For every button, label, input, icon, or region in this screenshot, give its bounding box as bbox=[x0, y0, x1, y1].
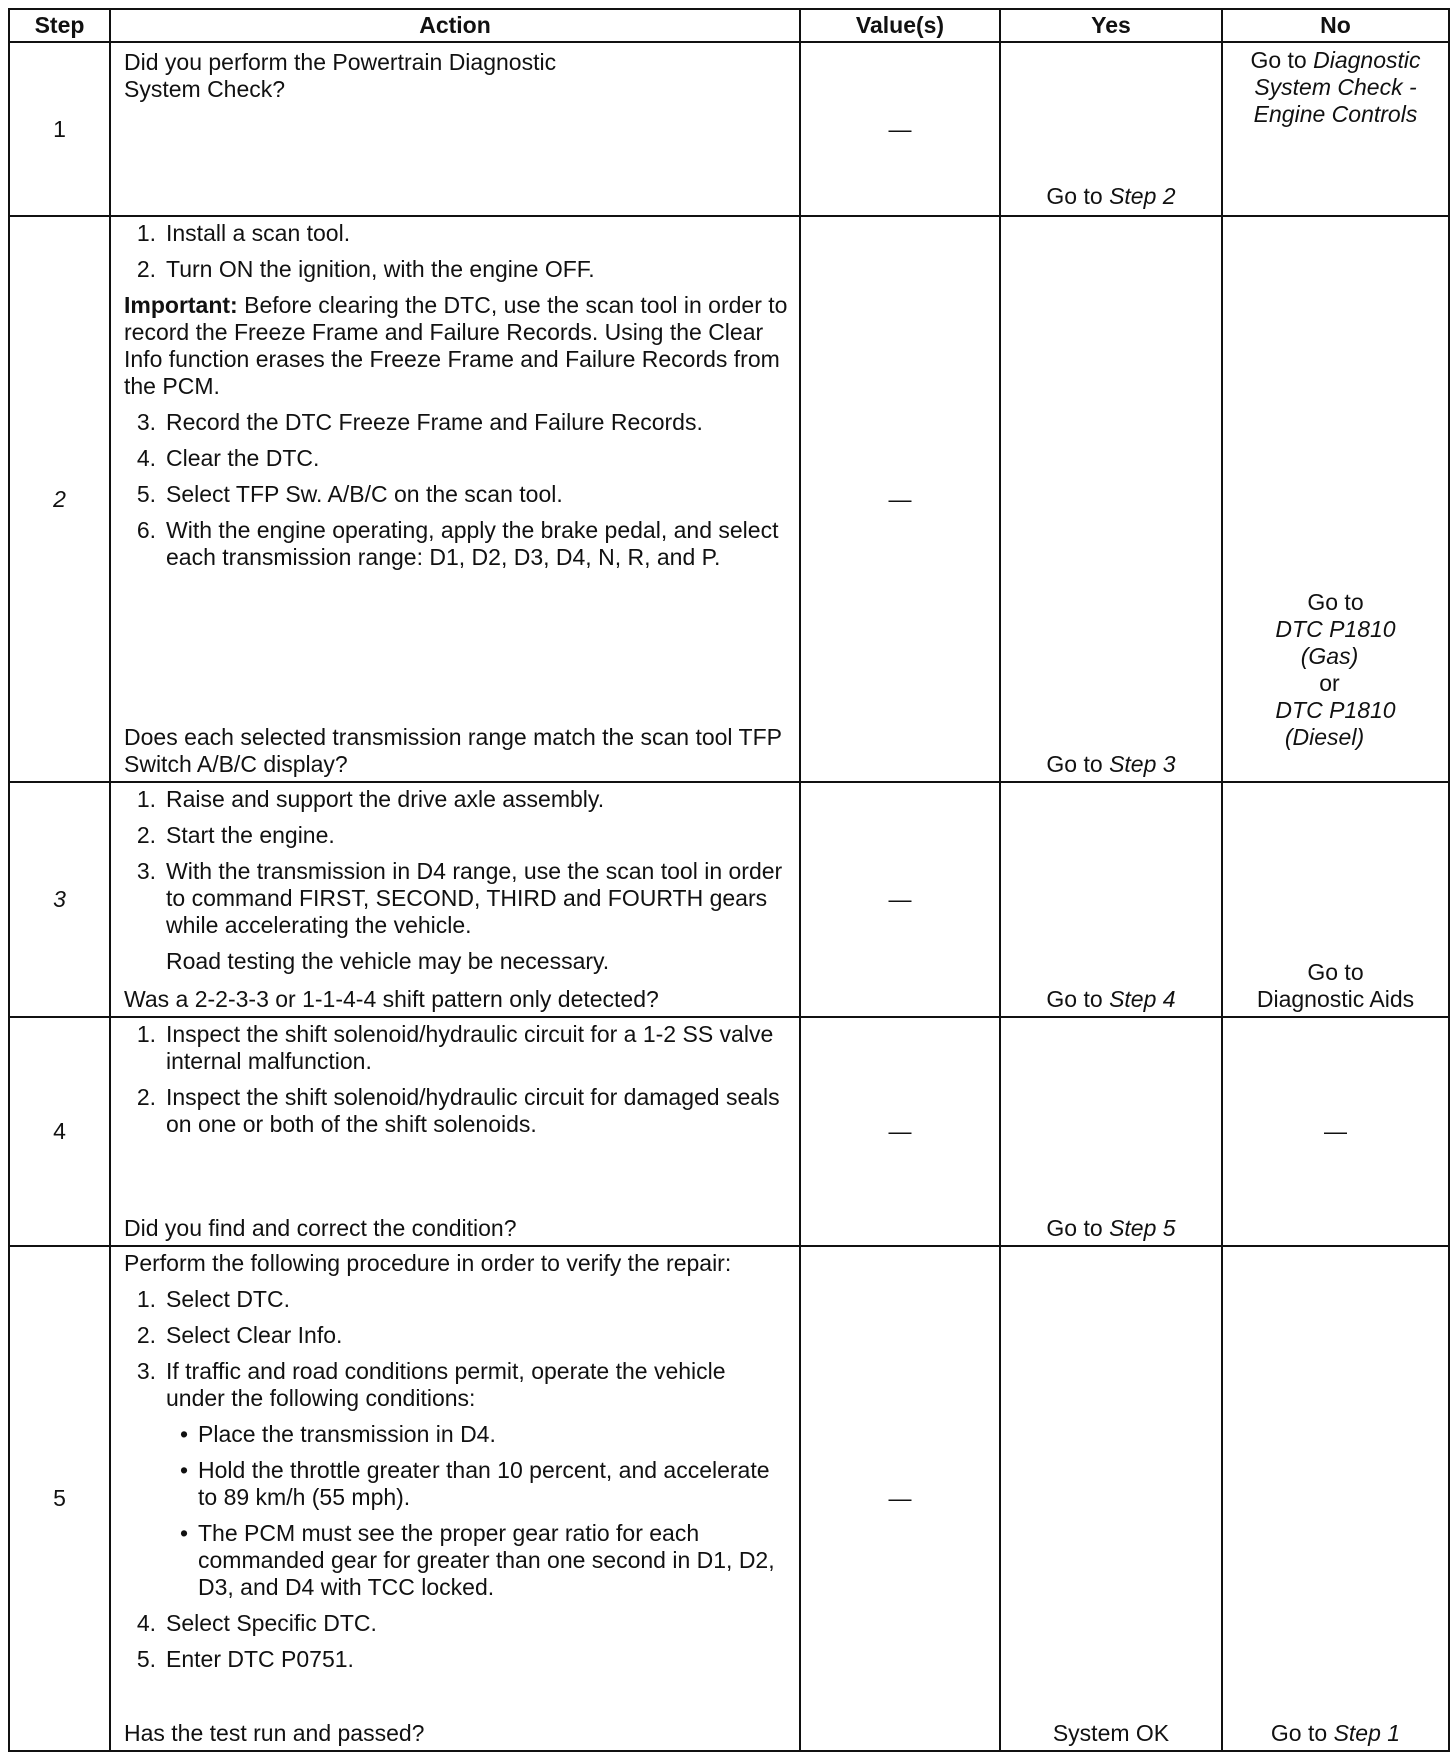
list-item: 6. With the engine operating, apply the brake pedal, and select each transmission range: D1, D2, D3, D4, N, R, and P. bbox=[136, 517, 779, 570]
list-item: 2. Start the engine. bbox=[136, 822, 335, 848]
no-cell bbox=[1222, 216, 1449, 782]
yes-result: Go to Step 5 bbox=[1046, 1215, 1176, 1241]
step-number: 5 bbox=[9, 1246, 110, 1751]
values-cell: — bbox=[800, 1017, 1000, 1246]
list-item: 5. Select TFP Sw. A/B/C on the scan tool. bbox=[136, 481, 563, 507]
question-text: Does each selected transmission range match the scan tool TFP Switch A/B/C display? bbox=[124, 724, 782, 777]
diagnostic-table bbox=[8, 8, 1450, 1752]
no-result: Go to Diagnostic Aids bbox=[1256, 959, 1415, 1012]
no-cell bbox=[1222, 42, 1449, 216]
list-item: 4. Select Specific DTC. bbox=[136, 1610, 377, 1636]
table-row-step-5 bbox=[9, 1246, 1449, 1751]
table-row-step-1 bbox=[9, 42, 1449, 216]
table-row-step-3 bbox=[9, 782, 1449, 1017]
values-cell: — bbox=[800, 42, 1000, 216]
question-text: Has the test run and passed? bbox=[124, 1720, 425, 1746]
bullet-item: • The PCM must see the proper gear ratio for each commanded gear for greater than one second in D1, D2, D3, and D4 with TCC locked. bbox=[179, 1520, 775, 1600]
yes-cell bbox=[1000, 216, 1222, 782]
list-item: 1. Install a scan tool. bbox=[136, 220, 351, 246]
no-result: Go to DTC P1810 (Gas) or DTC P1810 (Diesel) bbox=[1275, 589, 1396, 750]
list-item: 4. Clear the DTC. bbox=[136, 445, 320, 471]
list-item: 3. With the transmission in D4 range, use the scan tool in order to command FIRST, SECOND, THIRD and FOURTH gears while accelerating the vehicle. bbox=[136, 858, 783, 938]
yes-cell bbox=[1000, 782, 1222, 1017]
step-number: 3 bbox=[9, 782, 110, 1017]
header-row bbox=[9, 9, 1449, 42]
question-text: Did you perform the Powertrain Diagnostic System Check? bbox=[124, 49, 557, 102]
values-cell: — bbox=[800, 1246, 1000, 1751]
list-item: 2. Inspect the shift solenoid/hydraulic circuit for damaged seals on one or both of the shift solenoids. bbox=[136, 1084, 780, 1137]
header-yes: Yes bbox=[1000, 9, 1222, 42]
list-item: 2. Select Clear Info. bbox=[136, 1322, 343, 1348]
intro-text: Perform the following procedure in order to verify the repair: bbox=[124, 1250, 732, 1276]
yes-cell bbox=[1000, 1017, 1222, 1246]
header-no: No bbox=[1222, 9, 1449, 42]
list-item: 1. Select DTC. bbox=[136, 1286, 290, 1312]
yes-result: Go to Step 3 bbox=[1046, 751, 1176, 777]
action-cell bbox=[110, 42, 800, 216]
list-item: 1. Raise and support the drive axle assembly. bbox=[136, 786, 605, 812]
list-item: 3. Record the DTC Freeze Frame and Failure Records. bbox=[136, 409, 703, 435]
step-number: 4 bbox=[9, 1017, 110, 1246]
step-number: 2 bbox=[9, 216, 110, 782]
yes-cell bbox=[1000, 1246, 1222, 1751]
no-result: Go to Diagnostic System Check - Engine Controls bbox=[1250, 47, 1421, 127]
table-row-step-4 bbox=[9, 1017, 1449, 1246]
question-text: Did you find and correct the condition? bbox=[124, 1215, 517, 1241]
note-text: Road testing the vehicle may be necessary. bbox=[166, 948, 610, 974]
action-cell bbox=[110, 216, 800, 782]
header-values: Value(s) bbox=[800, 9, 1000, 42]
action-cell bbox=[110, 782, 800, 1017]
values-cell: — bbox=[800, 216, 1000, 782]
no-cell bbox=[1222, 782, 1449, 1017]
important-note: Important: Before clearing the DTC, use the scan tool in order to record the Freeze Frame and Failure Records. Using the Clear Info function erases the Freeze Frame and Failure Records from the PCM. bbox=[124, 292, 788, 399]
yes-result: Go to Step 4 bbox=[1046, 986, 1176, 1012]
yes-cell bbox=[1000, 42, 1222, 216]
yes-result: System OK bbox=[1052, 1720, 1170, 1746]
values-cell: — bbox=[800, 782, 1000, 1017]
bullet-item: • Hold the throttle greater than 10 percent, and accelerate to 89 km/h (55 mph). bbox=[179, 1457, 770, 1510]
action-cell bbox=[110, 1017, 800, 1246]
header-step: Step bbox=[9, 9, 110, 42]
no-result: Go to Step 1 bbox=[1270, 1720, 1401, 1746]
no-cell bbox=[1222, 1246, 1449, 1751]
yes-result: Go to Step 2 bbox=[1046, 183, 1176, 209]
question-text: Was a 2-2-3-3 or 1-1-4-4 shift pattern only detected? bbox=[124, 986, 659, 1012]
table-row-step-2 bbox=[9, 216, 1449, 782]
list-item: 1. Inspect the shift solenoid/hydraulic circuit for a 1-2 SS valve internal malfunction. bbox=[136, 1021, 774, 1074]
action-cell bbox=[110, 1246, 800, 1751]
list-item: 2. Turn ON the ignition, with the engine OFF. bbox=[136, 256, 595, 282]
list-item: 3. If traffic and road conditions permit, operate the vehicle under the following conditions: bbox=[136, 1358, 726, 1411]
list-item: 5. Enter DTC P0751. bbox=[136, 1646, 354, 1672]
step-number: 1 bbox=[9, 42, 110, 216]
bullet-item: • Place the transmission in D4. bbox=[179, 1421, 496, 1447]
no-cell: — bbox=[1222, 1017, 1449, 1246]
header-action: Action bbox=[110, 9, 800, 42]
